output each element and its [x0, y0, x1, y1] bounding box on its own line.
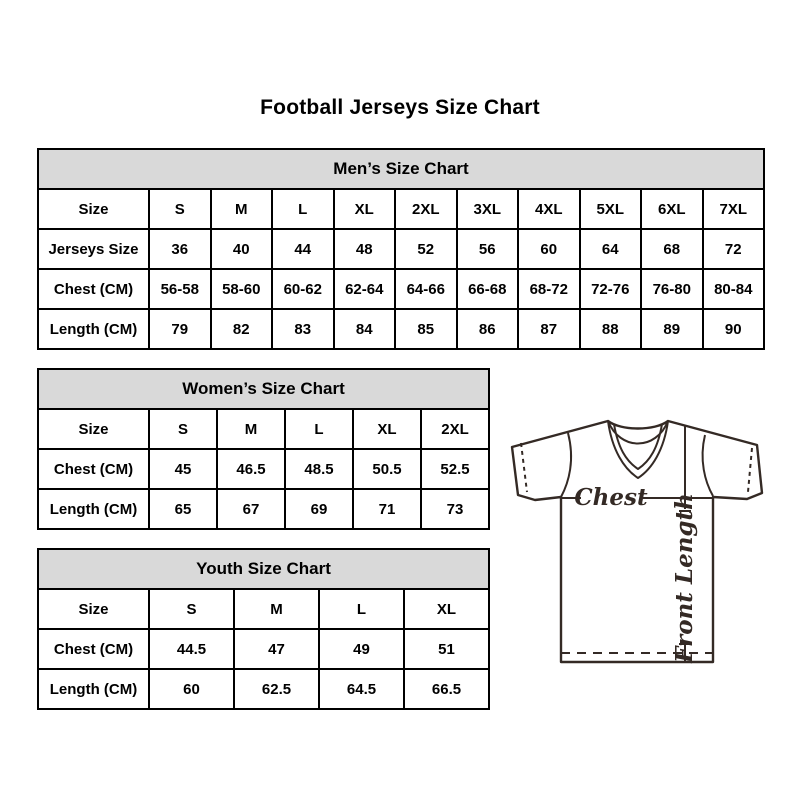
size-value-cell: 51	[404, 629, 489, 669]
right-sleeve-seam	[703, 435, 713, 496]
size-value-cell: XL	[353, 409, 421, 449]
size-value-cell: 47	[234, 629, 319, 669]
size-value-cell: 62-64	[334, 269, 396, 309]
mens-size-chart-table	[37, 148, 765, 350]
size-value-cell: 66.5	[404, 669, 489, 709]
row-label: Length (CM)	[38, 309, 149, 349]
size-value-cell: 64-66	[395, 269, 457, 309]
size-value-cell: 65	[149, 489, 217, 529]
table-header-row	[38, 369, 489, 409]
size-value-cell: 71	[353, 489, 421, 529]
table-row	[38, 409, 489, 449]
size-value-cell: 69	[285, 489, 353, 529]
size-value-cell: 50.5	[353, 449, 421, 489]
size-value-cell: 4XL	[518, 189, 580, 229]
row-label: Length (CM)	[38, 669, 149, 709]
size-value-cell: M	[234, 589, 319, 629]
size-value-cell: 56	[457, 229, 519, 269]
size-value-cell: 60	[149, 669, 234, 709]
row-label: Chest (CM)	[38, 629, 149, 669]
size-value-cell: 64	[580, 229, 642, 269]
size-value-cell: L	[272, 189, 334, 229]
size-value-cell: 79	[149, 309, 211, 349]
size-value-cell: M	[217, 409, 285, 449]
table-header-row	[38, 149, 764, 189]
size-value-cell: 68	[641, 229, 703, 269]
womens-table-title: Women’s Size Chart	[38, 369, 489, 409]
collar-v-inner	[614, 424, 662, 469]
table-row	[38, 309, 764, 349]
size-value-cell: 2XL	[421, 409, 489, 449]
size-value-cell: 7XL	[703, 189, 765, 229]
table-row	[38, 189, 764, 229]
left-cuff-dashed-line	[521, 443, 527, 492]
size-value-cell: 76-80	[641, 269, 703, 309]
size-value-cell: 89	[641, 309, 703, 349]
row-label: Jerseys Size	[38, 229, 149, 269]
size-value-cell: 84	[334, 309, 396, 349]
size-value-cell: 44	[272, 229, 334, 269]
size-value-cell: 58-60	[211, 269, 273, 309]
size-value-cell: 40	[211, 229, 273, 269]
table-row	[38, 489, 489, 529]
size-value-cell: S	[149, 589, 234, 629]
size-value-cell: 64.5	[319, 669, 404, 709]
size-value-cell: 52	[395, 229, 457, 269]
size-value-cell: 85	[395, 309, 457, 349]
jersey-outline-drawing	[505, 412, 769, 668]
size-value-cell: 46.5	[217, 449, 285, 489]
page-title: Football Jerseys Size Chart	[260, 96, 540, 119]
size-value-cell: S	[149, 409, 217, 449]
row-label: Chest (CM)	[38, 269, 149, 309]
womens-size-chart-table	[37, 368, 490, 530]
table-row	[38, 589, 489, 629]
size-value-cell: L	[285, 409, 353, 449]
size-value-cell: 68-72	[518, 269, 580, 309]
size-value-cell: XL	[404, 589, 489, 629]
size-value-cell: 60	[518, 229, 580, 269]
mens-table-title: Men’s Size Chart	[38, 149, 764, 189]
size-value-cell: M	[211, 189, 273, 229]
size-value-cell: 6XL	[641, 189, 703, 229]
size-value-cell: 36	[149, 229, 211, 269]
size-value-cell: 86	[457, 309, 519, 349]
row-label: Length (CM)	[38, 489, 149, 529]
size-value-cell: S	[149, 189, 211, 229]
youth-table-title: Youth Size Chart	[38, 549, 489, 589]
size-value-cell: 44.5	[149, 629, 234, 669]
jersey-measurement-diagram	[505, 412, 769, 668]
table-row	[38, 449, 489, 489]
size-value-cell: 5XL	[580, 189, 642, 229]
size-value-cell: 72-76	[580, 269, 642, 309]
row-label: Chest (CM)	[38, 449, 149, 489]
size-value-cell: 88	[580, 309, 642, 349]
front-length-label: Front Length	[671, 493, 698, 663]
size-value-cell: 52.5	[421, 449, 489, 489]
size-value-cell: 72	[703, 229, 765, 269]
row-label: Size	[38, 189, 149, 229]
size-value-cell: 56-58	[149, 269, 211, 309]
left-sleeve-seam	[561, 433, 571, 497]
size-value-cell: 3XL	[457, 189, 519, 229]
size-value-cell: 67	[217, 489, 285, 529]
size-value-cell: 49	[319, 629, 404, 669]
size-value-cell: 45	[149, 449, 217, 489]
size-value-cell: 66-68	[457, 269, 519, 309]
size-value-cell: 73	[421, 489, 489, 529]
table-row	[38, 629, 489, 669]
table-row	[38, 269, 764, 309]
size-value-cell: 87	[518, 309, 580, 349]
size-value-cell: L	[319, 589, 404, 629]
size-value-cell: 48	[334, 229, 396, 269]
size-value-cell: 82	[211, 309, 273, 349]
size-value-cell: 90	[703, 309, 765, 349]
size-value-cell: 80-84	[703, 269, 765, 309]
size-value-cell: 48.5	[285, 449, 353, 489]
youth-size-chart-table	[37, 548, 490, 710]
size-value-cell: 62.5	[234, 669, 319, 709]
chest-label: Chest	[574, 484, 648, 511]
table-header-row	[38, 549, 489, 589]
right-cuff-dashed-line	[748, 448, 752, 492]
size-value-cell: 83	[272, 309, 334, 349]
row-label: Size	[38, 589, 149, 629]
jersey-body-outline	[512, 421, 762, 662]
size-value-cell: XL	[334, 189, 396, 229]
size-value-cell: 60-62	[272, 269, 334, 309]
row-label: Size	[38, 409, 149, 449]
size-value-cell: 2XL	[395, 189, 457, 229]
table-row	[38, 229, 764, 269]
table-row	[38, 669, 489, 709]
